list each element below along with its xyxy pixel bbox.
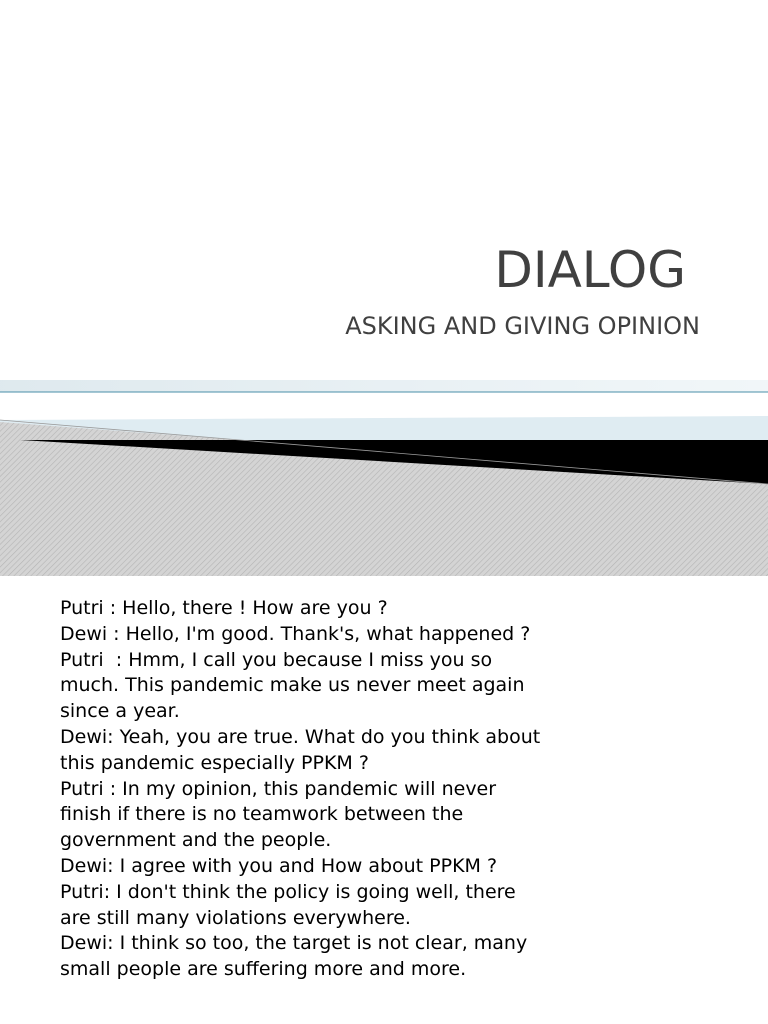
dialog-body xyxy=(60,596,550,983)
banner-light-strip xyxy=(0,380,768,392)
decorative-banner xyxy=(0,380,768,580)
dialog-line: Putri: I don't think the policy is going well, there are still many violations everywhere. xyxy=(60,880,522,929)
dialog-line: Dewi: I agree with you and How about PPKM ? xyxy=(60,854,498,877)
dialog-line: Dewi: I think so too, the target is not clear, many small people are suffering more and more. xyxy=(60,932,534,981)
slide-subtitle: ASKING AND GIVING OPINION xyxy=(345,312,700,340)
dialog-line: Putri : In my opinion, this pandemic will never finish if there is no teamwork between the government and the people. xyxy=(60,777,503,852)
dialog-line: Dewi : Hello, I'm good. Thank's, what happened ? xyxy=(60,622,531,645)
dialog-line: Dewi: Yeah, you are true. What do you think about this pandemic especially PPKM ? xyxy=(60,725,547,774)
dialog-line: Putri : Hello, there ! How are you ? xyxy=(60,597,388,619)
dialog-line: Putri : Hmm, I call you because I miss you so much. This pandemic make us never meet again since a year. xyxy=(60,648,531,723)
slide-title: DIALOG xyxy=(494,241,686,299)
